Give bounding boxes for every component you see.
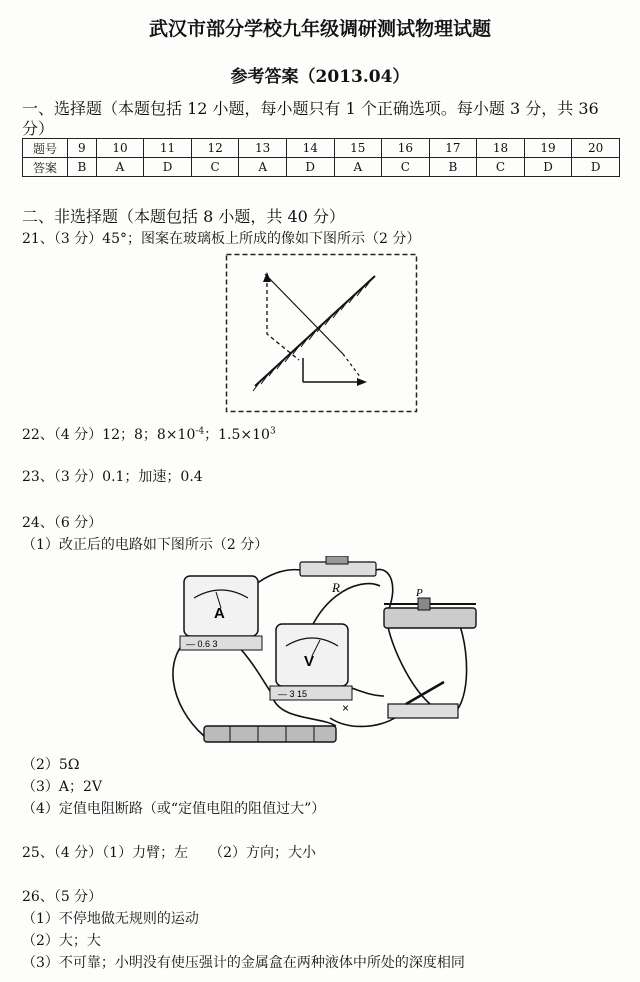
slider-label: P xyxy=(416,587,423,599)
table-cell: B xyxy=(429,158,477,177)
question-number-row xyxy=(23,139,620,158)
mirror-image-figure xyxy=(225,252,419,414)
table-cell: D xyxy=(286,158,334,177)
virtual-image-path xyxy=(267,276,299,360)
q26-part2: （2）大；大 xyxy=(22,933,101,949)
page-subtitle: 参考答案（2013.04） xyxy=(230,67,410,87)
table-cell: C xyxy=(191,158,239,177)
q24-part2: （2）5Ω xyxy=(22,757,80,773)
removed-wire-mark: × xyxy=(342,701,350,715)
ammeter-label: A xyxy=(214,605,225,622)
section1-heading: 一、选择题（本题包括 12 小题，每小题只有 1 个正确选项。每小题 3 分，共 36 xyxy=(22,99,599,118)
connector-dashed xyxy=(343,354,361,378)
q22-exponent-1: -4 xyxy=(195,426,205,437)
row-label-answer: 答案 xyxy=(23,158,68,177)
table-cell: 11 xyxy=(144,139,192,158)
switch-lever xyxy=(406,682,444,704)
table-cell: D xyxy=(524,158,572,177)
table-cell: 19 xyxy=(524,139,572,158)
table-cell: B xyxy=(68,158,97,177)
voltmeter-scale: — 3 15 xyxy=(278,689,308,699)
table-cell: A xyxy=(96,158,144,177)
table-cell: 16 xyxy=(382,139,430,158)
object-arrowhead xyxy=(357,378,367,386)
q22-exponent-2: 3 xyxy=(269,426,276,437)
table-cell: 20 xyxy=(572,139,620,158)
answer-table xyxy=(22,138,620,177)
rheostat-slider xyxy=(418,598,430,610)
table-cell: D xyxy=(572,158,620,177)
resistor-label: R xyxy=(332,580,340,595)
resistor-cap xyxy=(326,556,348,564)
ammeter-scale: — 0.6 3 xyxy=(186,639,218,649)
q24-heading: 24、（6 分） xyxy=(22,515,103,531)
q22-answer xyxy=(22,424,276,444)
mirror-hatching xyxy=(253,280,371,391)
q24-part4: （4）定值电阻断路（或“定值电阻的阻值过大”） xyxy=(22,801,326,817)
image-arrowhead xyxy=(263,272,271,282)
q21-answer: 21、（3 分）45°；图案在玻璃板上所成的像如下图所示（2 分） xyxy=(22,231,421,247)
q26-part1: （1）不停地做无规则的运动 xyxy=(22,911,199,927)
table-cell: 14 xyxy=(286,139,334,158)
section2-heading: 二、非选择题（本题包括 8 小题，共 40 分） xyxy=(22,207,345,226)
q23-answer: 23、（3 分）0.1；加速；0.4 xyxy=(22,469,203,485)
switch xyxy=(388,704,458,718)
voltmeter-label: V xyxy=(304,653,315,670)
row-label-question: 题号 xyxy=(23,139,68,158)
page-title: 武汉市部分学校九年级调研测试物理试题 xyxy=(148,18,491,40)
table-cell: C xyxy=(382,158,430,177)
battery-pack xyxy=(204,726,336,742)
q26-part3: （3）不可靠；小明没有使压强计的金属盒在两种液体中所处的深度相同 xyxy=(22,955,465,971)
table-cell: 17 xyxy=(429,139,477,158)
table-cell: C xyxy=(477,158,525,177)
table-cell: D xyxy=(144,158,192,177)
circuit-figure xyxy=(160,556,490,752)
q26-heading: 26、（5 分） xyxy=(22,889,103,905)
table-cell: A xyxy=(334,158,382,177)
q25-answer: 25、（4 分）（1）力臂；左 （2）方向；大小 xyxy=(22,845,316,861)
section1-heading-cont: 分） xyxy=(22,119,55,138)
rheostat xyxy=(384,608,476,628)
mirror-line xyxy=(255,276,375,386)
q22-text: 22、（4 分）12；8；8×10 xyxy=(22,427,196,443)
table-cell: 10 xyxy=(96,139,144,158)
table-cell: 15 xyxy=(334,139,382,158)
answer-row xyxy=(23,158,620,177)
q24-part3: （3）A；2V xyxy=(22,779,103,795)
table-cell: 13 xyxy=(239,139,287,158)
table-cell: 9 xyxy=(68,139,97,158)
q22-text-mid: ；1.5×10 xyxy=(204,427,270,443)
table-cell: A xyxy=(239,158,287,177)
table-cell: 18 xyxy=(477,139,525,158)
table-cell: 12 xyxy=(191,139,239,158)
q24-part1: （1）改正后的电路如下图所示（2 分） xyxy=(22,537,269,553)
